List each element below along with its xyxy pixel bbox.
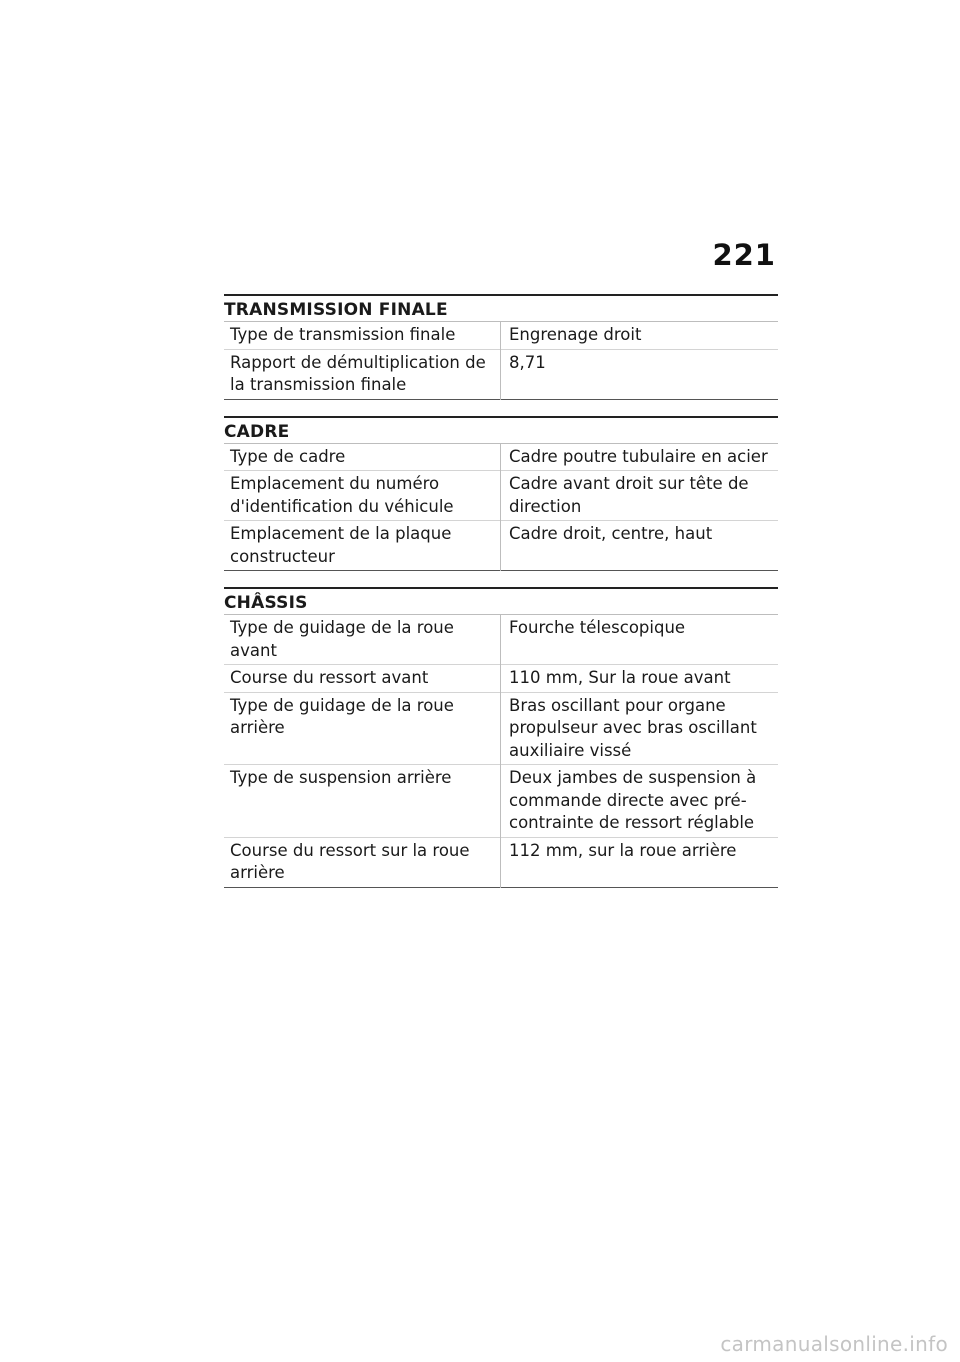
site-watermark: carmanualsonline.info: [720, 1332, 948, 1356]
table-row: [224, 692, 778, 765]
row-label: Type de transmission finale: [224, 322, 501, 349]
spec-table: [224, 615, 778, 888]
row-value: Cadre avant droit sur tête de direction: [501, 471, 779, 521]
table-row: [224, 837, 778, 887]
spec-table: [224, 444, 778, 572]
row-value: Cadre droit, centre, haut: [501, 521, 779, 571]
row-value: 8,71: [501, 349, 779, 399]
row-label: Rapport de démultiplication de la transmission finale: [224, 349, 501, 399]
row-value: Bras oscillant pour organe propulseur avec bras oscillant auxiliaire vissé: [501, 692, 779, 765]
table-row: [224, 521, 778, 571]
row-label: Type de suspension arrière: [224, 765, 501, 838]
section-title: TRANSMISSION FINALE: [224, 294, 778, 322]
section-cadre: [224, 416, 778, 572]
table-row: [224, 615, 778, 665]
row-label: Type de cadre: [224, 444, 501, 471]
row-label: Emplacement du numéro d'identification du véhicule: [224, 471, 501, 521]
section-title: CADRE: [224, 416, 778, 444]
table-row: [224, 471, 778, 521]
row-label: Course du ressort avant: [224, 665, 501, 693]
row-value: Cadre poutre tubulaire en acier: [509, 446, 768, 466]
section-title: CHÂSSIS: [224, 587, 778, 615]
row-value: 112 mm, sur la roue arrière: [501, 837, 779, 887]
row-label: Course du ressort sur la roue arrière: [224, 837, 501, 887]
table-row: [224, 349, 778, 399]
row-value: 110 mm, Sur la roue avant: [501, 665, 779, 693]
table-row: [224, 665, 778, 693]
section-transmission-finale: [224, 294, 778, 400]
table-row: [224, 322, 778, 349]
row-label: Type de guidage de la roue arrière: [224, 692, 501, 765]
table-row: [224, 444, 778, 471]
row-value: Deux jambes de suspension à commande directe avec pré-contrainte de ressort réglable: [501, 765, 779, 838]
spec-table: [224, 322, 778, 400]
section-chassis: [224, 587, 778, 888]
row-value: Fourche télescopique: [509, 618, 686, 637]
table-row: [224, 765, 778, 838]
page-number: 221: [712, 238, 776, 272]
row-label: Type de guidage de la roue avant: [224, 615, 501, 665]
row-label: Emplacement de la plaque constructeur: [224, 521, 501, 571]
row-value: Engrenage droit: [509, 325, 642, 344]
spec-content: [224, 294, 778, 904]
